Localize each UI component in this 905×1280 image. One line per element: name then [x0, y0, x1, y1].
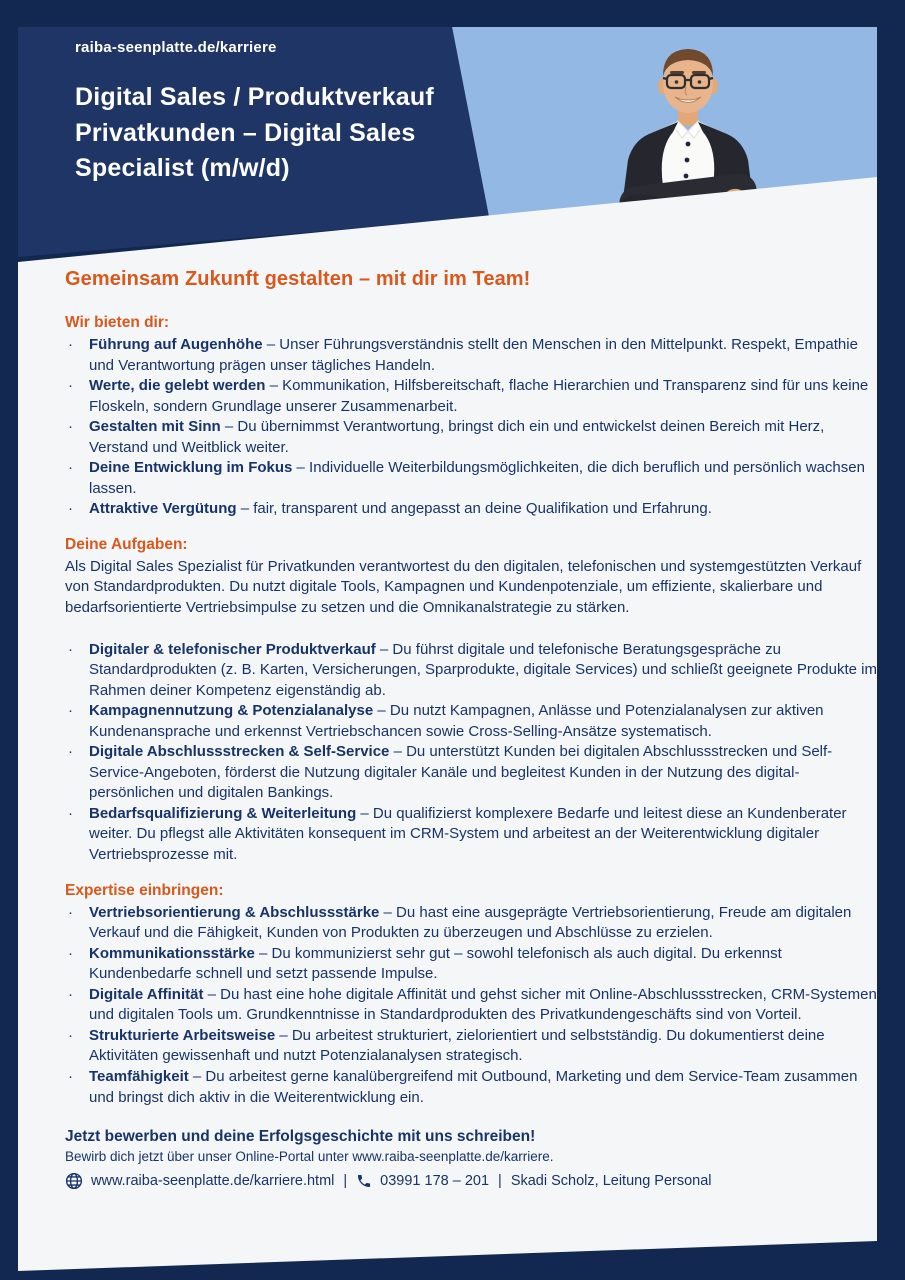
bullet-text: Gestalten mit Sinn – Du übernimmst Verantwortung, bringst dich ein und entwickelst deinen Bereich mit Herz, Verstand und Weitblick weiter.: [89, 418, 825, 456]
section-heading: Deine Aufgaben:: [65, 535, 188, 553]
bullet-text: Attraktive Vergütung – fair, transparent und angepasst an deine Qualifikation und Erfahrung.: [89, 500, 712, 518]
section-spacer: [65, 619, 877, 640]
bullet-text: Führung auf Augenhöhe – Unser Führungsverständnis stellt den Menschen in den Mittelpunkt. Respekt, Empathie und Verantwortung prägen unser tägliches Handeln.: [89, 336, 858, 374]
career-url-label: raiba-seenplatte.de/karriere: [75, 39, 277, 56]
bullet-item: [65, 985, 877, 1026]
phone-icon: [356, 1173, 372, 1189]
bullet-list: [65, 335, 877, 520]
bullet-item: [65, 417, 877, 458]
globe-icon: [65, 1172, 83, 1190]
bullet-dot: ·: [68, 1026, 73, 1044]
bullet-item: [65, 376, 877, 417]
bullet-item: [65, 1026, 877, 1067]
job-title: [75, 80, 515, 187]
bullet-text: Digitale Abschlussstrecken & Self-Service – Du unterstützt Kunden bei digitalen Abschlussstrecken und Self-Service-Angeboten, förderst die Nutzung digitaler Kanäle und begleitest Kunden in der Nutzung des digital-persönlichen und digitalen Bankings.: [89, 743, 833, 802]
bullet-dot: ·: [68, 804, 73, 822]
bullet-dot: ·: [68, 459, 73, 477]
bullet-lead: Bedarfsqualifizierung & Weiterleitung: [89, 804, 361, 822]
bullet-item: [65, 804, 877, 866]
bullet-text: Strukturierte Arbeitsweise – Du arbeitest strukturiert, zielorientiert und selbstständig. Du dokumentierst deine Aktivitäten gewissenhaft und nutzt Potenzialanalysen strategisch.: [89, 1026, 825, 1065]
bullet-text: Digitale Affinität – Du hast eine hohe digitale Affinität und gehst sicher mit Online-Abschlussstrecken, CRM-Systemen und digitalen Tools um. Grundkenntnisse in Standardprodukten des Privatkundengeschäfts sind von Vorteil.: [89, 985, 877, 1024]
bullet-lead: Digitaler & telefonischer Produktverkauf: [89, 640, 380, 658]
bullet-dot: ·: [68, 903, 73, 921]
bullet-dot: ·: [68, 743, 73, 761]
bullet-dot: ·: [68, 640, 73, 658]
job-title-line-2: Privatkunden – Digital Sales: [75, 118, 416, 147]
section-wir-bieten-dir: [65, 314, 877, 520]
bullet-item: [65, 903, 877, 944]
bullet-lead: Gestalten mit Sinn: [89, 418, 225, 436]
bullet-text: Werte, die gelebt werden – Kommunikation, Hilfsbereitschaft, flache Hierarchien und Transparenz sind für uns keine Floskeln, sondern Grundlage unserer Zusammenarbeit.: [89, 377, 869, 415]
bullet-dot: ·: [68, 1067, 73, 1085]
bullet-item: [65, 701, 877, 742]
contact-phone: 03991 178 – 201: [380, 1173, 490, 1190]
bullet-item: [65, 335, 877, 376]
section-deine-aufgaben: [65, 536, 877, 866]
bullet-text: Teamfähigkeit – Du arbeitest gerne kanalübergreifend mit Outbound, Marketing und dem Service-Team zusammen und bringst dich aktiv in die Weiterentwicklung ein.: [89, 1067, 858, 1106]
bullet-dot: ·: [68, 500, 73, 518]
main-headline: Gemeinsam Zukunft gestalten – mit dir im Team!: [65, 268, 531, 290]
bullet-list: [65, 903, 877, 1108]
bullet-dot: ·: [68, 377, 73, 395]
bullet-text: Kommunikationsstärke – Du kommunizierst sehr gut – sowohl telefonisch als auch digital. Du erkennst Kundenbedarfe schnell und setzt passende Impulse.: [89, 944, 782, 983]
contact-row: [65, 1172, 877, 1190]
bullet-lead: Digitale Affinität: [89, 985, 208, 1003]
bullet-dot: ·: [68, 985, 73, 1003]
content: [65, 268, 877, 1190]
bullet-text: Digitaler & telefonischer Produktverkauf – Du führst digitale und telefonische Beratungsgespräche zu Standardprodukten (z. B. Karten, Versicherungen, Sparprodukte, digitale Services) und schließt geeignete Produkte im Rahmen deiner Kompetenz eigenständig ab.: [89, 640, 877, 699]
bullet-lead: Teamfähigkeit: [89, 1067, 193, 1085]
contact-separator-2: |: [498, 1173, 502, 1190]
bullet-text: Deine Entwicklung im Fokus – Individuelle Weiterbildungsmöglichkeiten, die dich beruflich und persönlich wachsen lassen.: [89, 459, 865, 497]
bullet-lead: Attraktive Vergütung: [89, 500, 241, 518]
bullet-lead: Führung auf Augenhöhe: [89, 336, 267, 353]
bullet-item: [65, 1067, 877, 1108]
bullet-dot: ·: [68, 702, 73, 720]
job-title-line-1: Digital Sales / Produktverkauf: [75, 83, 434, 111]
cta-headline: Jetzt bewerben und deine Erfolgsgeschichte mit uns schreiben!: [65, 1128, 536, 1146]
bullet-item: [65, 944, 877, 985]
section-intro: Als Digital Sales Spezialist für Privatkunden verantwortest du den digitalen, telefonischen und systemgestützten Verkauf von Standardprodukten. Du nutzt digitale Tools, Kampagnen und Kundenpotenziale, um effiziente, skalierbare und bedarfsorientierte Vertriebsimpulse zu setzen und die Omnikanalstrategie zu stärken.: [65, 557, 862, 617]
bullet-lead: Werte, die gelebt werden: [89, 377, 270, 395]
bullet-dot: ·: [68, 944, 73, 962]
cta-subline: Bewirb dich jetzt über unser Online-Portal unter www.raiba-seenplatte.de/karriere.: [65, 1149, 554, 1165]
job-title-line-3: Specialist (m/w/d): [75, 154, 290, 182]
sections: [65, 314, 877, 1108]
bullet-lead: Digitale Abschlussstrecken & Self-Service: [89, 743, 394, 761]
bullet-list: [65, 640, 877, 866]
bullet-lead: Kommunikationsstärke: [89, 944, 260, 962]
section-heading: Expertise einbringen:: [65, 881, 224, 899]
contact-website: www.raiba-seenplatte.de/karriere.html: [91, 1173, 335, 1190]
bullet-lead: Strukturierte Arbeitsweise: [89, 1026, 280, 1044]
bullet-lead: Kampagnennutzung & Potenzialanalyse: [89, 702, 378, 720]
bullet-text: Kampagnennutzung & Potenzialanalyse – Du nutzt Kampagnen, Anlässe und Potenzialanalysen zur aktiven Kundenansprache und erkennst Vertriebschancen sowie Cross-Selling-Ansätze systematisch.: [89, 702, 824, 740]
bullet-text: Vertriebsorientierung & Abschlussstärke – Du hast eine ausgeprägte Vertriebsorientierung, Freude am digitalen Verkauf und die Fähigkeit, Kunden von Produkten zu überzeugen und Abschlüsse zu erzielen.: [89, 903, 852, 942]
contact-separator-1: |: [343, 1173, 348, 1190]
bullet-text: Bedarfsqualifizierung & Weiterleitung – Du qualifizierst komplexere Bedarfe und leitest diese an Kundenberater weiter. Du pflegst alle Aktivitäten konsequent im CRM-System und arbeitest an der Weiterentwicklung digitaler Vertriebsprozesse mit.: [89, 804, 847, 864]
bullet-item: [65, 742, 877, 804]
section-expertise-einbringen: [65, 882, 877, 1108]
bullet-lead: Vertriebsorientierung & Abschlussstärke: [89, 903, 384, 921]
contact-person: Skadi Scholz, Leitung Personal: [510, 1173, 712, 1190]
bullet-dot: ·: [68, 336, 73, 353]
bullet-item: [65, 499, 877, 520]
bullet-lead: Deine Entwicklung im Fokus: [89, 459, 297, 477]
bullet-item: [65, 640, 877, 702]
bullet-item: [65, 458, 877, 499]
section-heading: Wir bieten dir:: [65, 314, 170, 331]
bullet-dot: ·: [68, 418, 73, 436]
